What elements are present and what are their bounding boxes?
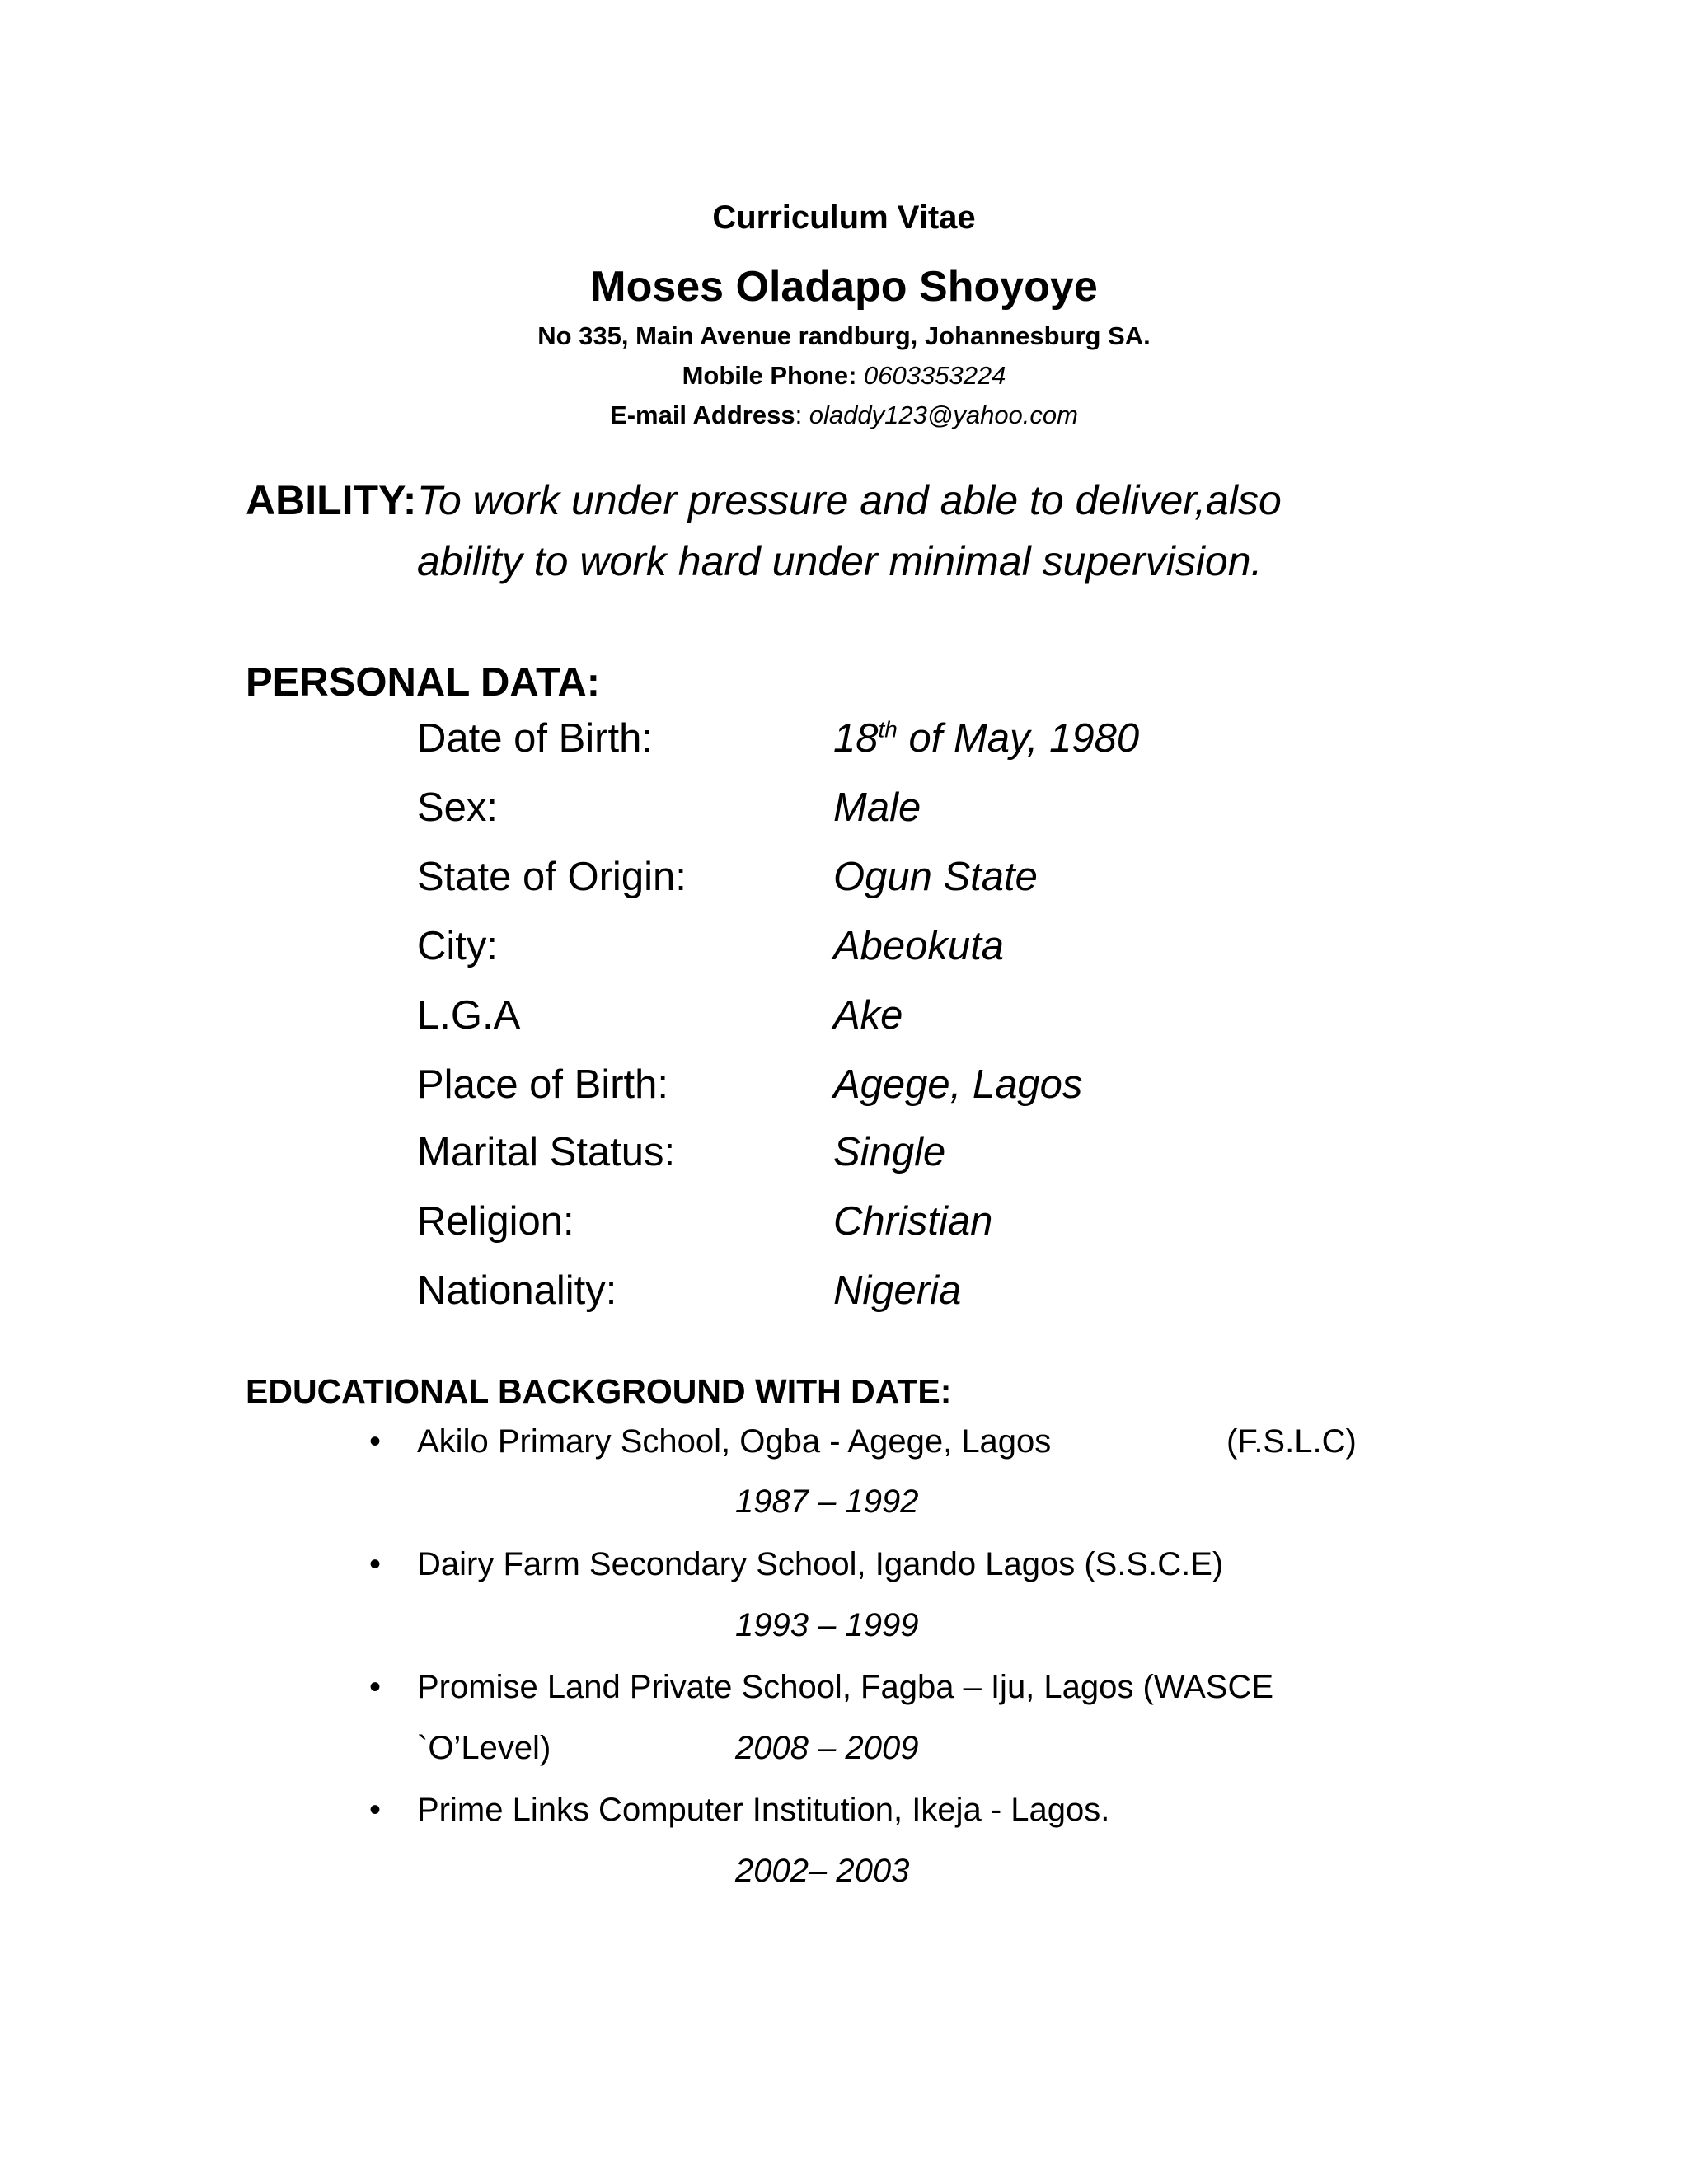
dob-label: Date of Birth: (417, 716, 653, 761)
city-label: City: (417, 924, 498, 968)
education-item-1-qualification: (F.S.L.C) (1226, 1423, 1357, 1460)
education-item-1-text: Akilo Primary School, Ogba - Agege, Lagos (417, 1423, 1052, 1460)
sex-value: Male (833, 785, 921, 830)
education-item-3-continuation: `O’Level) (417, 1730, 551, 1766)
education-item-3-dates: 2008 – 2009 (735, 1730, 919, 1766)
bullet-icon: • (369, 1669, 382, 1705)
lga-value: Ake (833, 993, 903, 1038)
nationality-value: Nigeria (833, 1268, 962, 1313)
state-of-origin-label: State of Origin: (417, 855, 687, 899)
religion-value: Christian (833, 1199, 993, 1244)
dob-day: 18 (833, 716, 879, 761)
education-item-3-text: Promise Land Private School, Fagba – Iju, Lagos (WASCE (417, 1669, 1274, 1705)
education-item-1-dates: 1987 – 1992 (735, 1483, 919, 1520)
education-item-2-dates: 1993 – 1999 (735, 1607, 919, 1643)
phone-line (0, 361, 1688, 391)
lga-label: L.G.A (417, 993, 521, 1038)
dob-month-year: of May, 1980 (897, 716, 1140, 761)
ability-text-line-1: To work under pressure and able to deliver,also (417, 477, 1282, 523)
document-title: Curriculum Vitae (712, 199, 976, 236)
education-item-4-dates: 2002– 2003 (735, 1853, 910, 1889)
education-item-2-text: Dairy Farm Secondary School, Igando Lagos (S.S.C.E) (417, 1546, 1224, 1582)
education-heading: EDUCATIONAL BACKGROUND WITH DATE: (246, 1372, 952, 1410)
religion-label: Religion: (417, 1199, 574, 1244)
email-value: oladdy123@yahoo.com (809, 401, 1078, 429)
dob-value (833, 715, 1139, 762)
email-line (0, 401, 1688, 430)
email-separator: : (795, 401, 809, 429)
bullet-icon: • (369, 1792, 382, 1828)
marital-status-value: Single (833, 1130, 946, 1174)
candidate-name: Moses Oladapo Shoyoye (590, 263, 1098, 311)
phone-value: 0603353224 (856, 361, 1006, 390)
sex-label: Sex: (417, 785, 499, 830)
email-label: E-mail Address (610, 401, 795, 429)
dob-ordinal: th (878, 716, 898, 743)
bullet-icon: • (369, 1423, 382, 1460)
education-item-4-text: Prime Links Computer Institution, Ikeja - Lagos. (417, 1792, 1110, 1828)
place-of-birth-label: Place of Birth: (417, 1062, 669, 1107)
bullet-icon: • (369, 1546, 382, 1582)
state-of-origin-value: Ogun State (833, 855, 1038, 899)
address: No 335, Main Avenue randburg, Johannesburg SA. (537, 321, 1151, 350)
ability-text-line-2: ability to work hard under minimal supervision. (417, 538, 1263, 584)
place-of-birth-value: Agege, Lagos (833, 1062, 1083, 1107)
ability-label: ABILITY: (246, 477, 417, 523)
phone-label: Mobile Phone: (682, 361, 857, 390)
nationality-label: Nationality: (417, 1268, 617, 1313)
marital-status-label: Marital Status: (417, 1130, 676, 1174)
city-value: Abeokuta (833, 924, 1005, 968)
personal-data-heading: PERSONAL DATA: (246, 660, 601, 705)
